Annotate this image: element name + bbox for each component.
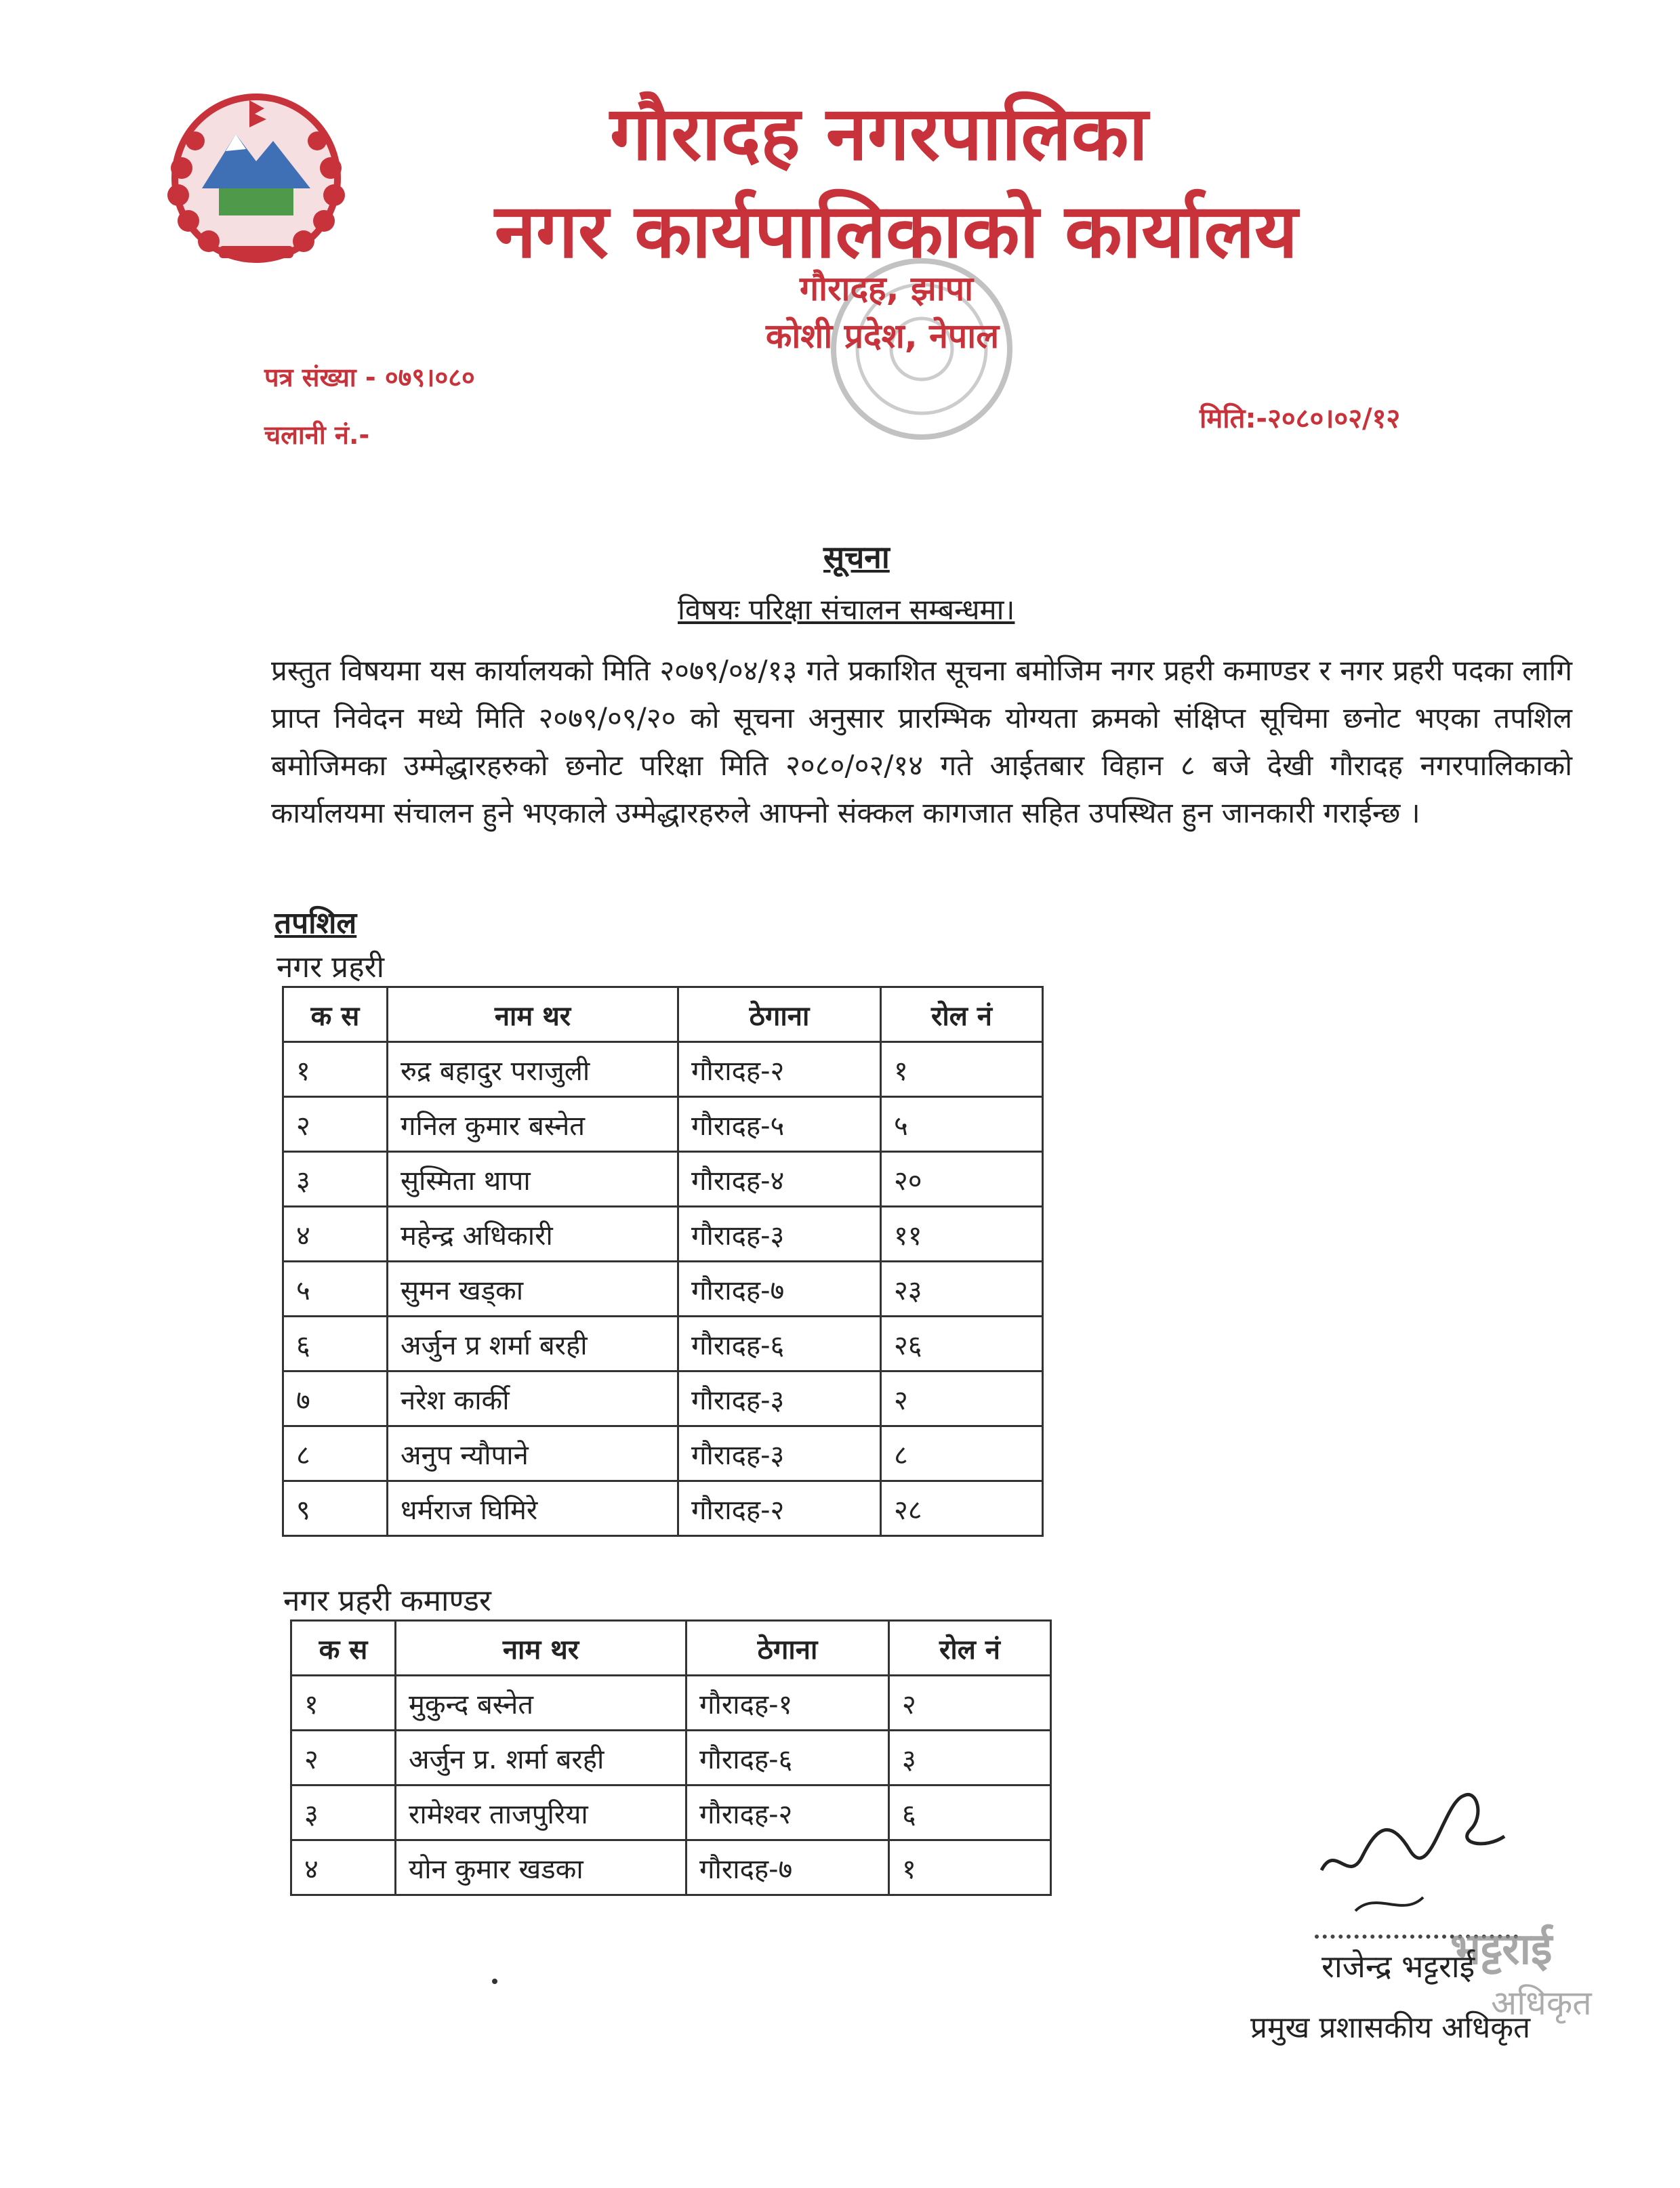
cell-name: सुमन खड्का bbox=[388, 1262, 678, 1317]
column-header-address: ठेगाना bbox=[678, 987, 881, 1042]
officer-name: राजेन्द्र भट्टराई bbox=[1322, 1948, 1475, 1985]
table-row bbox=[283, 1042, 1043, 1097]
cell-roll: २ bbox=[881, 1371, 1043, 1426]
cell-roll: ३ bbox=[889, 1731, 1051, 1786]
table-row bbox=[283, 1262, 1043, 1317]
cell-serial: १ bbox=[283, 1042, 388, 1097]
police-table-body bbox=[283, 1042, 1043, 1536]
cell-roll: २६ bbox=[881, 1317, 1043, 1371]
table-row bbox=[283, 1152, 1043, 1207]
column-header-name: नाम थर bbox=[396, 1621, 687, 1676]
cell-roll: ११ bbox=[881, 1207, 1043, 1262]
cell-serial: ८ bbox=[283, 1426, 388, 1481]
cell-address: गौरादह-६ bbox=[687, 1731, 889, 1786]
cell-name: रुद्र बहादुर पराजुली bbox=[388, 1042, 678, 1097]
officer-post: प्रमुख प्रशासकीय अधिकृत bbox=[1250, 2010, 1531, 2045]
table-row bbox=[291, 1676, 1051, 1731]
stray-dot bbox=[492, 1979, 497, 1984]
cell-serial: ४ bbox=[283, 1207, 388, 1262]
cell-address: गौरादह-३ bbox=[678, 1426, 881, 1481]
cell-address: गौरादह-७ bbox=[678, 1262, 881, 1317]
column-header-roll: रोल नं bbox=[889, 1621, 1051, 1676]
cell-serial: १ bbox=[291, 1676, 396, 1731]
cell-name: अनुप न्यौपाने bbox=[388, 1426, 678, 1481]
table-header-row bbox=[283, 987, 1043, 1042]
cell-serial: ३ bbox=[283, 1152, 388, 1207]
cell-serial: ७ bbox=[283, 1371, 388, 1426]
table-row bbox=[291, 1731, 1051, 1786]
notice-subject: विषयः परिक्षा संचालन सम्बन्धमा। bbox=[678, 593, 1015, 626]
cell-serial: २ bbox=[283, 1097, 388, 1152]
cell-address: गौरादह-३ bbox=[678, 1207, 881, 1262]
cell-serial: २ bbox=[291, 1731, 396, 1786]
column-header-serial: क स bbox=[291, 1621, 396, 1676]
cell-address: गौरादह-७ bbox=[687, 1840, 889, 1895]
commander-candidates-table bbox=[290, 1619, 1052, 1896]
table-header-row bbox=[291, 1621, 1051, 1676]
table-row bbox=[283, 1371, 1043, 1426]
cell-serial: ६ bbox=[283, 1317, 388, 1371]
cell-roll: १ bbox=[881, 1042, 1043, 1097]
table-row bbox=[283, 1317, 1043, 1371]
cell-serial: ४ bbox=[291, 1840, 396, 1895]
table-row bbox=[283, 1426, 1043, 1481]
cell-address: गौरादह-४ bbox=[678, 1152, 881, 1207]
cell-address: गौरादह-२ bbox=[678, 1042, 881, 1097]
office-address-line1: गौरादह, झापा bbox=[800, 269, 974, 308]
letter-date: मिति:-२०८०।०२/१२ bbox=[1200, 403, 1401, 434]
table-row bbox=[283, 1097, 1043, 1152]
cell-serial: ५ bbox=[283, 1262, 388, 1317]
office-address-line2: कोशी प्रदेश, नेपाल bbox=[766, 316, 1000, 356]
table-row bbox=[283, 1207, 1043, 1262]
column-header-address: ठेगाना bbox=[687, 1621, 889, 1676]
cell-roll: २८ bbox=[881, 1481, 1043, 1536]
office-title-line1: गौरादह नगरपालिका bbox=[610, 90, 1148, 177]
cell-name: अर्जुन प्र. शर्मा बरही bbox=[396, 1731, 687, 1786]
cell-roll: ५ bbox=[881, 1097, 1043, 1152]
cell-name: योन कुमार खडका bbox=[396, 1840, 687, 1895]
details-heading: तपशिल bbox=[274, 906, 357, 941]
police-section-title: नगर प्रहरी bbox=[276, 950, 384, 985]
cell-address: गौरादह-५ bbox=[678, 1097, 881, 1152]
column-header-name: नाम थर bbox=[388, 987, 678, 1042]
cell-roll: २० bbox=[881, 1152, 1043, 1207]
table-row bbox=[291, 1786, 1051, 1840]
office-title-line2: नगर कार्यपालिकाको कार्यालय bbox=[495, 188, 1298, 274]
cell-address: गौरादह-६ bbox=[678, 1317, 881, 1371]
commander-table-body bbox=[291, 1676, 1051, 1895]
cell-roll: २ bbox=[889, 1676, 1051, 1731]
commander-section-title: नगर प्रहरी कमाण्डर bbox=[283, 1584, 491, 1618]
cell-name: सुस्मिता थापा bbox=[388, 1152, 678, 1207]
cell-address: गौरादह-२ bbox=[678, 1481, 881, 1536]
cell-name: रामेश्वर ताजपुरिया bbox=[396, 1786, 687, 1840]
cell-address: गौरादह-२ bbox=[687, 1786, 889, 1840]
notice-title: सूचना bbox=[823, 539, 890, 575]
police-candidates-table bbox=[282, 986, 1044, 1537]
nepal-emblem-icon bbox=[155, 87, 358, 270]
cell-roll: ८ bbox=[881, 1426, 1043, 1481]
cell-roll: ६ bbox=[889, 1786, 1051, 1840]
column-header-roll: रोल नं bbox=[881, 987, 1043, 1042]
cell-name: मुकुन्द बस्नेत bbox=[396, 1676, 687, 1731]
cell-name: महेन्द्र अधिकारी bbox=[388, 1207, 678, 1262]
cell-serial: ३ bbox=[291, 1786, 396, 1840]
cell-roll: १ bbox=[889, 1840, 1051, 1895]
cell-address: गौरादह-३ bbox=[678, 1371, 881, 1426]
chalani-number: चलानी नं.- bbox=[264, 420, 370, 450]
table-row bbox=[291, 1840, 1051, 1895]
table-row bbox=[283, 1481, 1043, 1536]
name-stamp: भट्टराई bbox=[1450, 1924, 1553, 1975]
handwritten-signature bbox=[1308, 1775, 1525, 1931]
column-header-serial: क स bbox=[283, 987, 388, 1042]
cell-name: अर्जुन प्र शर्मा बरही bbox=[388, 1317, 678, 1371]
cell-name: नरेश कार्की bbox=[388, 1371, 678, 1426]
notice-body: प्रस्तुत विषयमा यस कार्यालयको मिति २०७९/०४/१३ गते प्रकाशित सूचना बमोजिम नगर प्रहरी कमाण्डर र नगर प्रहरी पदका लागि प्राप्त निवेदन मध्ये मिति २०७९/०९/२० को सूचना अनुसार प्रारम्भिक योग्यता क्रमको संक्षिप्त सूचिमा छनोट भएका तपशिल बमोजिमका उम्मेद्धारहरुको छनोट परिक्षा मिति २०८०/०२/१४ गते आईतबार विहान ८ बजे देखी गौरादह नगरपालिकाको कार्यालयमा संचालन हुने भएकाले उम्मेद्धारहरुले आफ्नो संक्कल कागजात सहित उपस्थित हुन जानकारी गराईन्छ । bbox=[271, 654, 1572, 829]
cell-name: धर्मराज घिमिरे bbox=[388, 1481, 678, 1536]
post-stamp: अधिकृत bbox=[1491, 1983, 1592, 2023]
cell-serial: ९ bbox=[283, 1481, 388, 1536]
cell-name: गनिल कुमार बस्नेत bbox=[388, 1097, 678, 1152]
reference-number: पत्र संख्या - ०७९।०८० bbox=[264, 363, 475, 392]
cell-roll: २३ bbox=[881, 1262, 1043, 1317]
cell-address: गौरादह-१ bbox=[687, 1676, 889, 1731]
